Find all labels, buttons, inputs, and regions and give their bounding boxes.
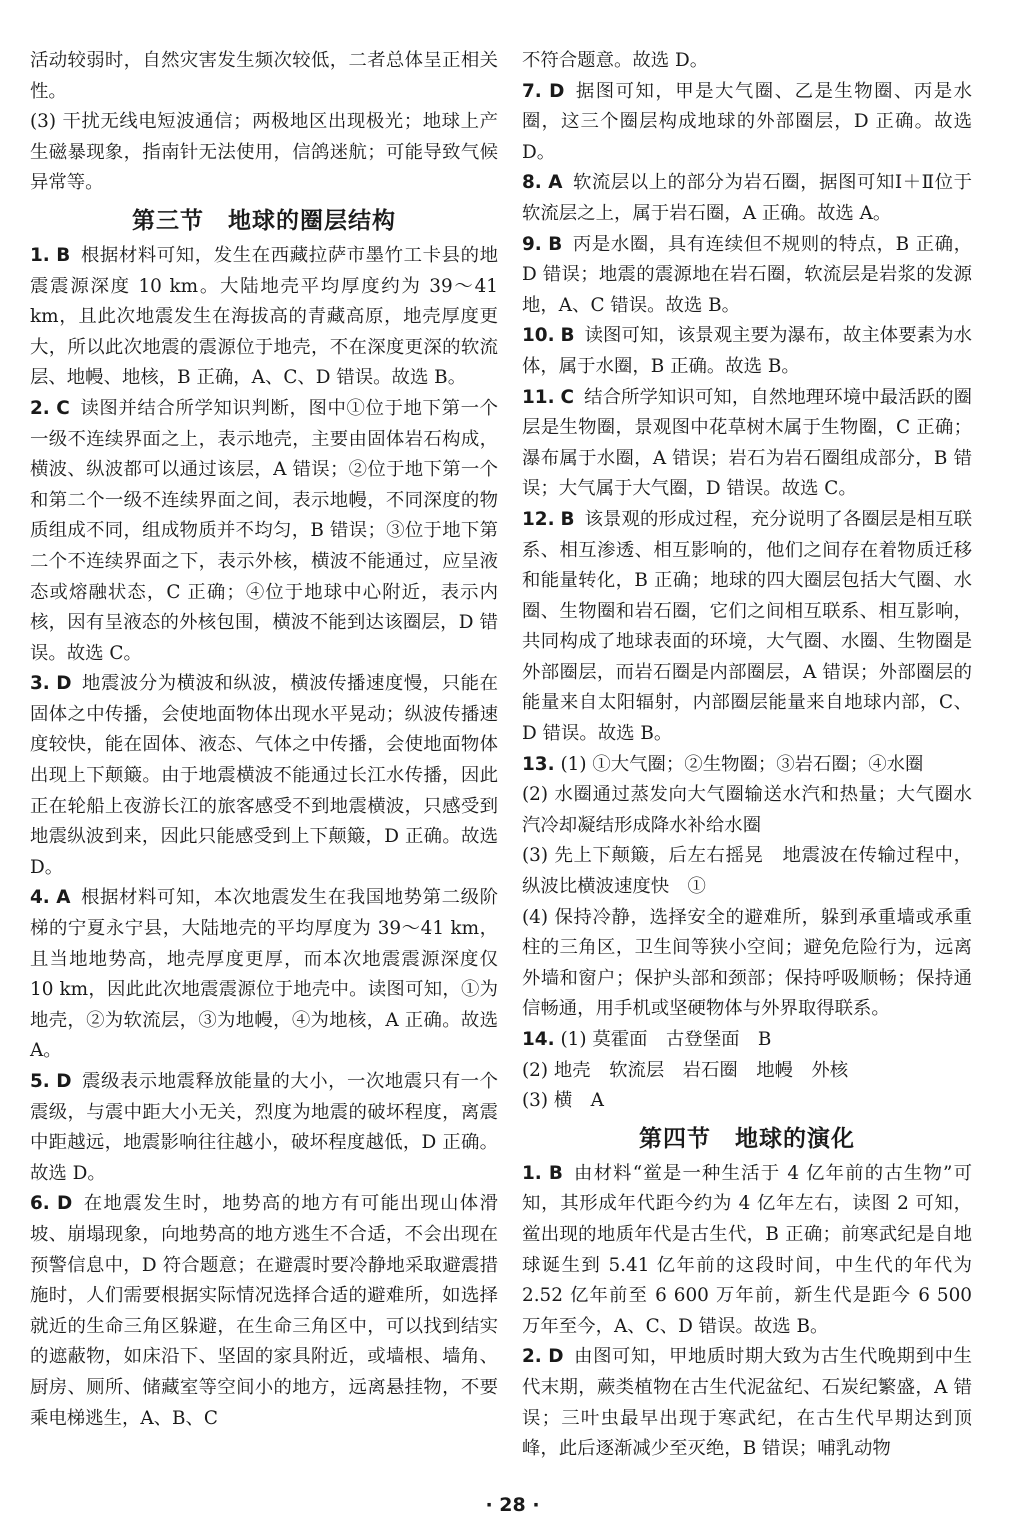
answer-line: (1) 莫霍面 古登堡面 B bbox=[560, 1029, 772, 1050]
answer-letter: B bbox=[56, 244, 71, 266]
answer-item-11 bbox=[522, 383, 972, 505]
answer-item-7 bbox=[522, 77, 972, 169]
item-number: 5. bbox=[30, 1071, 50, 1092]
answer-item-3 bbox=[30, 669, 498, 883]
answer-item-1 bbox=[30, 241, 498, 394]
answer-line: (2) 地壳 软流层 岩石圈 地幔 外核 bbox=[522, 1059, 849, 1081]
answer-item-13 bbox=[522, 750, 972, 781]
item-number: 4. bbox=[30, 887, 50, 909]
item-number: 7. bbox=[522, 80, 542, 102]
answer-text: 结合所学知识可知，自然地理环境中最活跃的圈层是生物圈，景观图中花草树木属于生物圈，C 正确；瀑布属于水圈，A 错误；岩石为岩石圈组成部分，B 错误；大气属于大气圈，D 错误。故选 C。 bbox=[522, 386, 972, 500]
item-number: 9. bbox=[522, 233, 542, 255]
section-title-3: 第三节 地球的圈层结构 bbox=[132, 207, 396, 234]
intro-paragraph: (3) 干扰无线电短波通信；两极地区出现极光；地球上产生磁暴现象，指南针无法使用，信鸽迷航；可能导致气候异常等。 bbox=[30, 111, 498, 194]
answer-text: 该景观的形成过程，充分说明了各圈层是相互联系、相互渗透、相互影响的，他们之间存在着物质迁移和能量转化，B 正确；地球的四大圈层包括大气圈、水圈、生物圈和岩石圈，它们之间相互联系、相互影响，共同构成了地球表面的环境，大气圈、水圈、生物圈是外部圈层，而岩石圈是内部圈层，A 错误；外部圈层的能量来自太阳辐射，内部圈层能量来自地球内部，C、D 错误。故选 B。 bbox=[522, 508, 972, 745]
item-number: 6. bbox=[30, 1193, 50, 1215]
item-number: 8. bbox=[522, 172, 542, 194]
answer-item-2 bbox=[30, 394, 498, 669]
item-number: 12. bbox=[522, 508, 555, 530]
answer-item-14 bbox=[522, 1025, 972, 1056]
answer-text: 在地震发生时，地势高的地方有可能出现山体滑坡、崩塌现象，向地势高的地方逃生不合适，不会出现在预警信息中，D 符合题意；在避震时要冷静地采取避震措施时，人们需要根据实际情况选择合适的避难所，如选择就近的生命三角区躲避，在生命三角区中，可以找到结实的遮蔽物，如床沿下、坚固的家具附近，或墙根、墙角、厨房、厕所、储藏室等空间小的地方，远离悬挂物，不要乘电梯逃生，A、B、C bbox=[30, 1193, 498, 1429]
answer-line: (1) ①大气圈；②生物圈；③岩石圈；④水圈 bbox=[560, 753, 924, 775]
answer-item-s4-1 bbox=[522, 1159, 972, 1343]
answer-letter: D bbox=[56, 1071, 72, 1092]
item-number: 3. bbox=[30, 673, 50, 695]
answer-line: (4) 保持冷静，选择安全的避难所，躲到承重墙或承重柱的三角区，卫生间等狭小空间；避免危险行为，远离外墙和窗户；保护头部和颈部；保持呼吸顺畅；保持通信畅通，用手机或坚硬物体与外界取得联系。 bbox=[522, 906, 972, 1020]
answer-text: 根据材料可知，发生在西藏拉萨市墨竹工卡县的地震震源深度 10 km。大陆地壳平均厚度约为 39～41 km，且此次地震发生在海拔高的青藏高原，地壳厚度更大，所以此次地震的震源位于地壳，不在深度更深的软流层、地幔、地核，B 正确，A、C、D 错误。故选 B。 bbox=[30, 244, 498, 389]
section-title-4: 第四节 地球的演化 bbox=[639, 1125, 855, 1152]
answer-text: 读图可知，该景观主要为瀑布，故主体要素为水体，属于水圈，B 正确。故选 B。 bbox=[522, 325, 972, 377]
answer-item-s4-2 bbox=[522, 1342, 972, 1464]
answer-item-12 bbox=[522, 505, 972, 750]
answer-item-10 bbox=[522, 321, 972, 382]
item-number: 10. bbox=[522, 325, 555, 347]
item-number: 1. bbox=[522, 1162, 542, 1184]
page-number: · 28 · bbox=[485, 1494, 540, 1516]
answer-text: 地震波分为横波和纵波，横波传播速度慢，只能在固体之中传播，会使地面物体出现水平晃动；纵波传播速度较快，能在固体、液态、气体之中传播，会使地面物体出现上下颠簸。由于地震横波不能通过长江水传播，因此正在轮船上夜游长江的旅客感受不到地震横波，只感受到地震纵波到来，因此只能感受到上下颠簸，D 正确。故选 D。 bbox=[30, 673, 498, 878]
answer-text: 由材料“鲎是一种生活于 4 亿年前的古生物”可知，其形成年代距今约为 4 亿年左右，读图 2 可知，鲎出现的地质年代是古生代，B 正确；前寒武纪是自地球诞生到 5.41 亿年前的这段时间，中生代的年代为 2.52 亿年前至 6 600 万年前，新生代是距今 6 500 万年至今，A、C、D 错误。故选 B。 bbox=[522, 1162, 972, 1337]
answer-item-8 bbox=[522, 168, 972, 229]
continued-text: 不符合题意。故选 D。 bbox=[522, 50, 709, 71]
answer-line: (3) 先上下颠簸，后左右摇晃 地震波在传输过程中，纵波比横波速度快 ① bbox=[522, 845, 972, 898]
item-number: 11. bbox=[522, 386, 555, 408]
answer-letter: B bbox=[548, 1162, 563, 1184]
answer-text: 丙是水圈，具有连续但不规则的特点，B 正确，D 错误；地震的震源地在岩石圈，软流层是岩浆的发源地，A、C 错误。故选 B。 bbox=[522, 233, 972, 316]
intro-paragraph: 活动较弱时，自然灾害发生频次较低，二者总体呈正相关性。 bbox=[30, 50, 498, 102]
answer-letter: D bbox=[56, 673, 72, 695]
left-column bbox=[30, 46, 498, 1434]
right-column bbox=[522, 46, 972, 1465]
answer-text: 根据材料可知，本次地震发生在我国地势第二级阶梯的宁夏永宁县，大陆地壳的平均厚度为 39～41 km，且当地地势高，地壳厚度更厚，而本次地震震源深度仅 10 km，因此此次地震震源位于地壳中。读图可知，①为地壳，②为软流层，③为地幔，④为地核，A 正确。故选 A。 bbox=[30, 887, 498, 1062]
answer-letter: D bbox=[57, 1193, 73, 1215]
answer-letter: B bbox=[548, 233, 563, 255]
answer-item-5 bbox=[30, 1067, 498, 1189]
answer-text: 由图可知，甲地质时期大致为古生代晚期到中生代末期，蕨类植物在古生代泥盆纪、石炭纪繁盛，A 错误；三叶虫最早出现于寒武纪，在古生代早期达到顶峰，此后逐渐减少至灭绝，B 错误；哺乳动物 bbox=[522, 1346, 972, 1460]
answer-text: 震级表示地震释放能量的大小，一次地震只有一个震级，与震中距大小无关，烈度为地震的破坏程度，离震中距越远，地震影响往往越小，破坏程度越低，D 正确。故选 D。 bbox=[30, 1071, 498, 1184]
answer-letter: C bbox=[56, 397, 70, 419]
item-number: 14. bbox=[522, 1029, 555, 1050]
answer-item-9 bbox=[522, 230, 972, 322]
answer-letter: A bbox=[548, 172, 563, 194]
answer-text: 软流层以上的部分为岩石圈，据图可知Ⅰ＋Ⅱ位于软流层之上，属于岩石圈，A 正确。故选 A。 bbox=[522, 172, 973, 224]
answer-line: (2) 水圈通过蒸发向大气圈输送水汽和热量；大气圈水汽冷却凝结形成降水补给水圈 bbox=[522, 784, 972, 836]
answer-line: (3) 横 A bbox=[522, 1090, 604, 1112]
answer-letter: B bbox=[560, 325, 575, 347]
answer-text: 读图并结合所学知识判断，图中①位于地下第一个一级不连续界面之上，表示地壳，主要由固体岩石构成，横波、纵波都可以通过该层，A 错误；②位于地下第一个和第二个一级不连续界面之间，表示地幔，不同深度的物质组成不同，组成物质并不均匀，B 错误；③位于地下第二个不连续界面之下，表示外核，横波不能通过，应呈液态或熔融状态，C 正确；④位于地球中心附近，表示内核，因有呈液态的外核包围，横波不能到达该圈层，D 错误。故选 C。 bbox=[30, 397, 498, 664]
item-number: 2. bbox=[522, 1346, 542, 1368]
answer-text: 据图可知，甲是大气圈、乙是生物圈、丙是水圈，这三个圈层构成地球的外部圈层，D 正确。故选 D。 bbox=[522, 80, 972, 163]
answer-letter: D bbox=[548, 1346, 564, 1368]
answer-letter: C bbox=[560, 386, 575, 408]
answer-letter: A bbox=[56, 887, 71, 909]
item-number: 1. bbox=[30, 244, 50, 266]
answer-item-6 bbox=[30, 1189, 498, 1434]
item-number: 13. bbox=[522, 753, 555, 775]
answer-letter: B bbox=[560, 508, 575, 530]
answer-item-4 bbox=[30, 883, 498, 1067]
answer-letter: D bbox=[549, 80, 565, 102]
item-number: 2. bbox=[30, 397, 50, 419]
